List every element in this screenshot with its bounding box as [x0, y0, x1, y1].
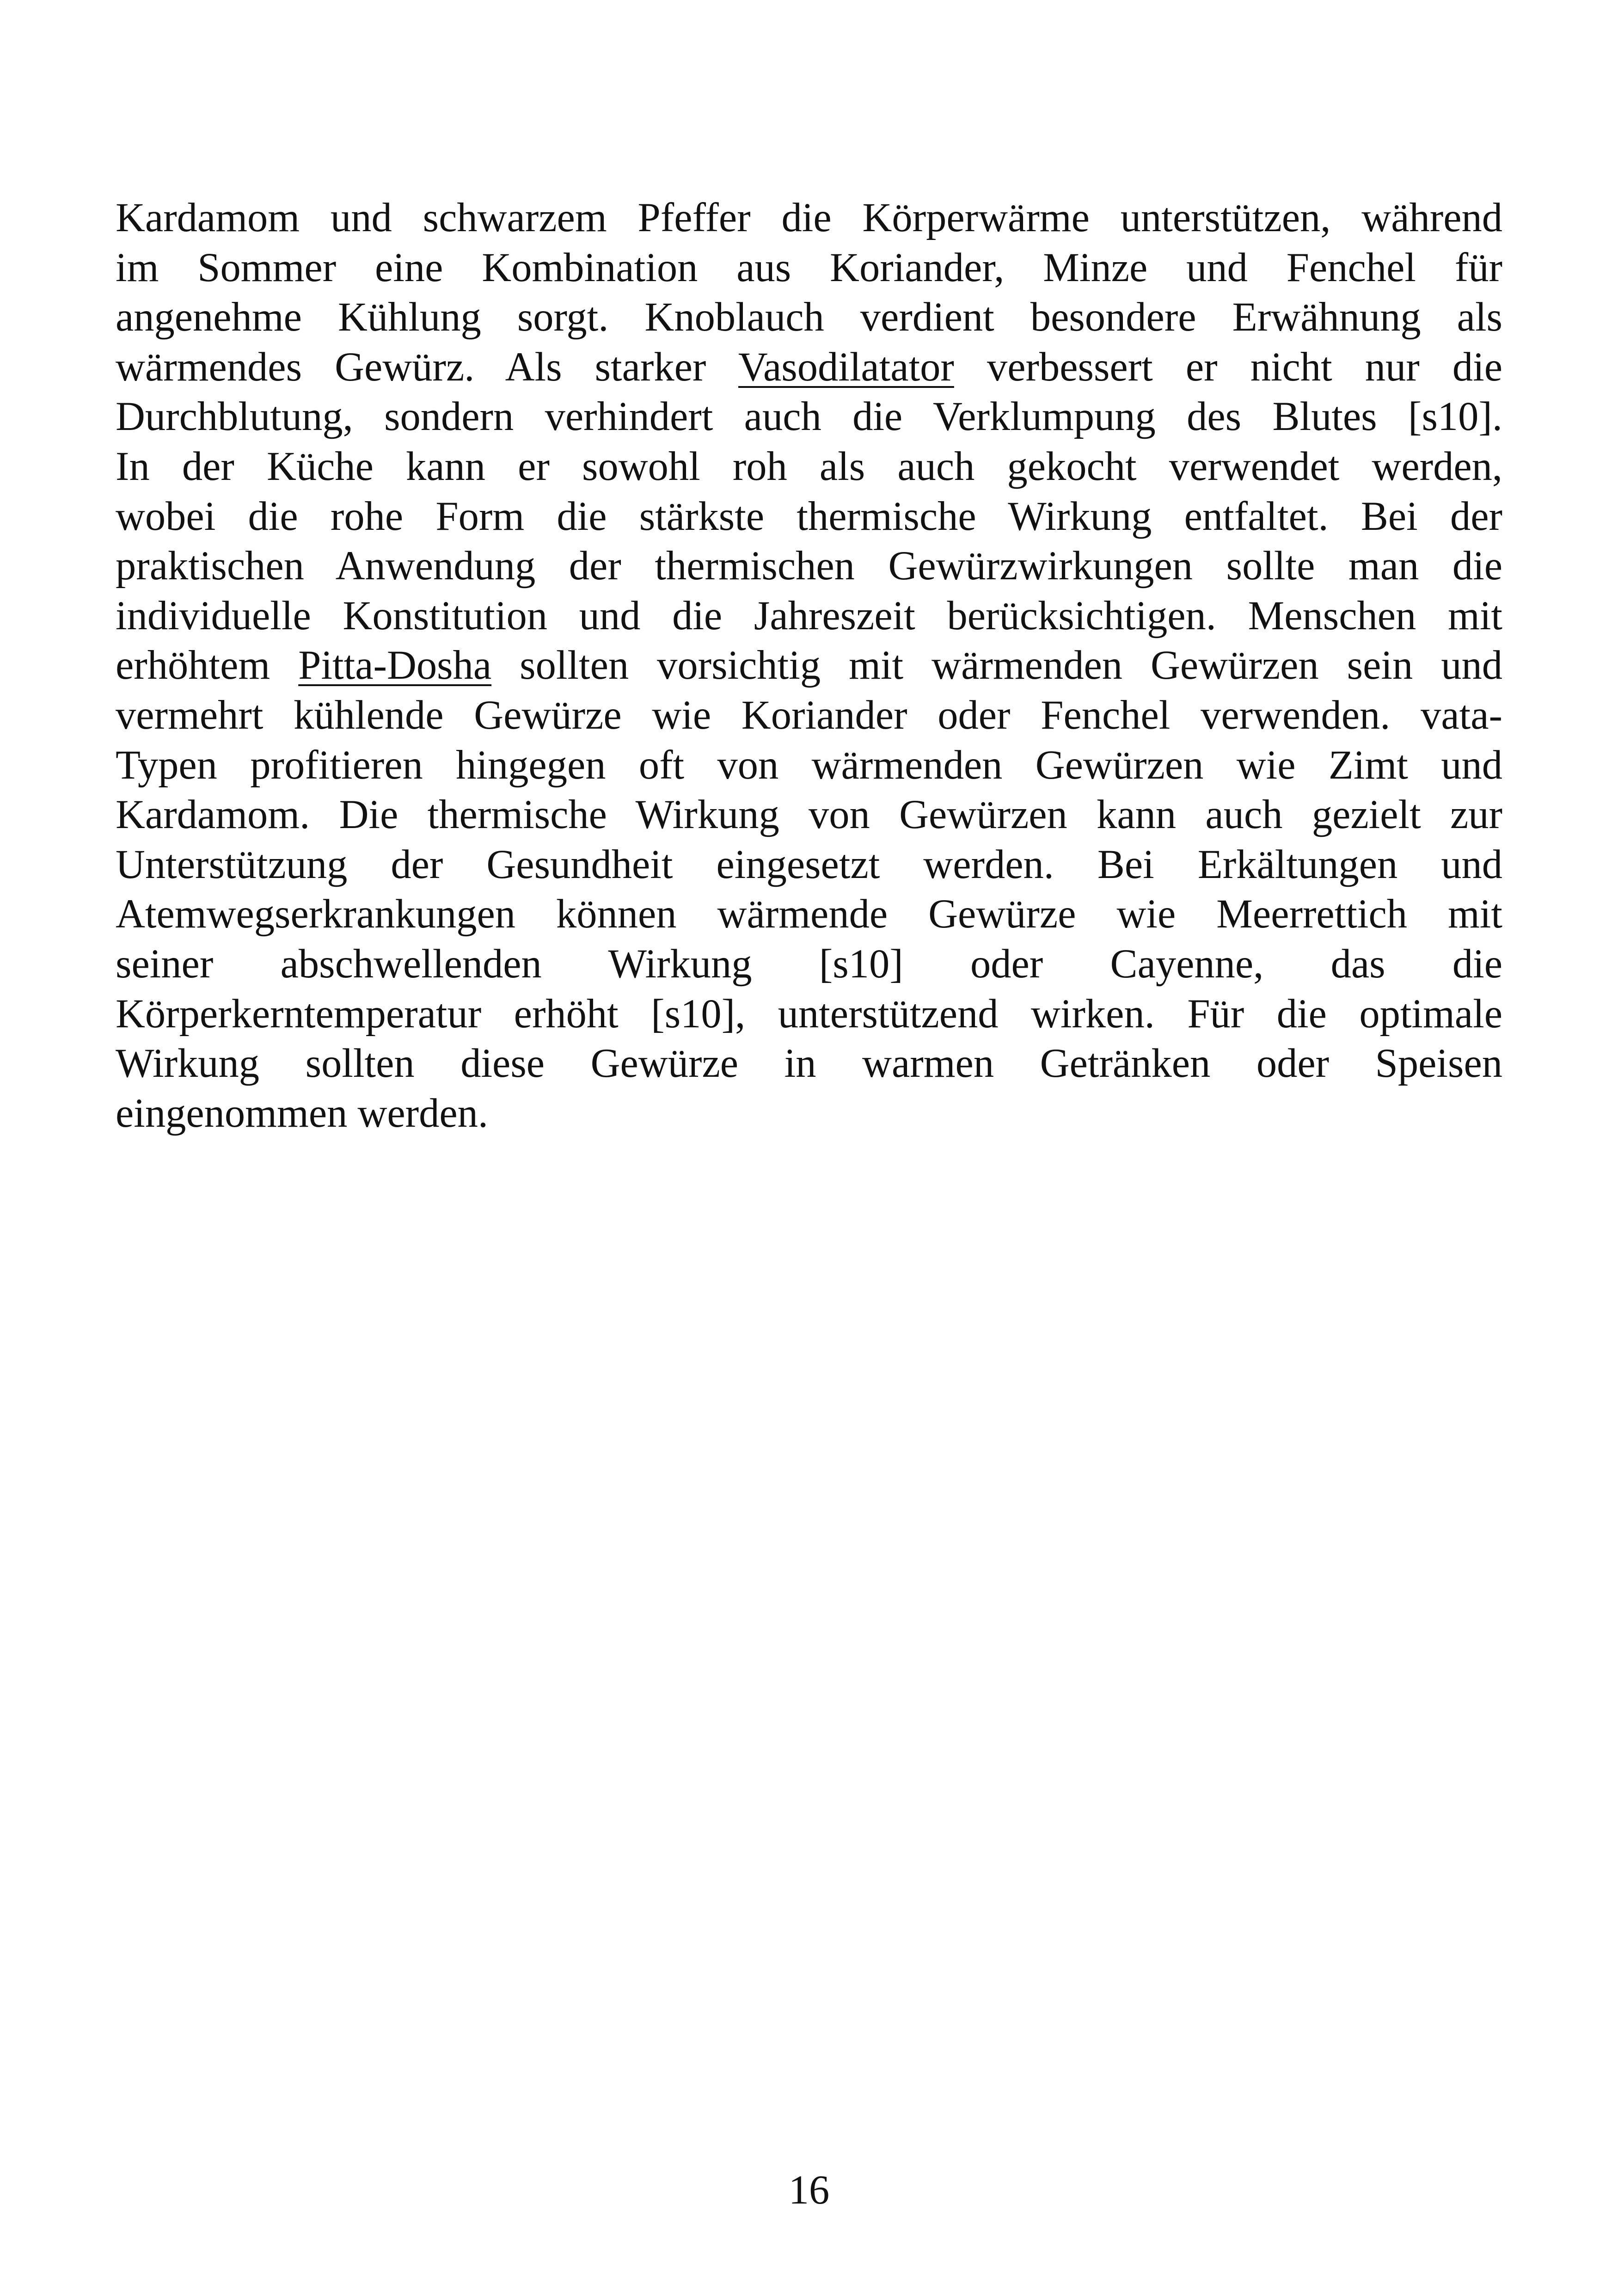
text-line — [116, 641, 1502, 691]
text-line: Atemwegserkrankungen können wärmende Gewürze wie Meerrettich mit — [116, 891, 1502, 937]
text-line: Durchblutung, sondern verhindert auch die Verklumpung des Blutes [s10]. — [116, 394, 1502, 440]
text-segment: wärmendes Gewürz. Als starker — [116, 344, 738, 390]
text-line: Typen profitieren hingegen oft von wärmenden Gewürzen wie Zimt und — [116, 742, 1502, 788]
text-line: Körperkerntemperatur erhöht [s10], unterstützend wirken. Für die optimale — [116, 991, 1502, 1037]
text-line: angenehme Kühlung sorgt. Knoblauch verdient besondere Erwähnung als — [116, 295, 1502, 340]
text-line: individuelle Konstitution und die Jahreszeit berücksichtigen. Menschen mit — [116, 593, 1502, 638]
text-line: vermehrt kühlende Gewürze wie Koriander oder Fenchel verwenden. vata- — [116, 692, 1502, 738]
text-line — [116, 343, 1502, 393]
text-line: In der Küche kann er sowohl roh als auch gekocht verwendet werden, — [116, 443, 1502, 489]
text-line: Wirkung sollten diese Gewürze in warmen Getränken oder Speisen — [116, 1041, 1502, 1087]
text-segment: verbessert er nicht nur die — [954, 344, 1502, 390]
pitta-dosha-link[interactable]: Pitta-Dosha — [298, 643, 492, 688]
text-line: Kardamom. Die thermische Wirkung von Gewürzen kann auch gezielt zur — [116, 792, 1502, 838]
text-line: Unterstützung der Gesundheit eingesetzt werden. Bei Erkältungen und — [116, 841, 1502, 887]
text-line: im Sommer eine Kombination aus Koriander, Minze und Fenchel für — [116, 245, 1502, 290]
text-line: seiner abschwellenden Wirkung [s10] oder Cayenne, das die — [116, 941, 1502, 987]
vasodilatator-link[interactable]: Vasodilatator — [738, 344, 954, 390]
text-segment: sollten vorsichtig mit wärmenden Gewürzen sein und — [491, 643, 1502, 688]
text-line: praktischen Anwendung der thermischen Gewürzwirkungen sollte man die — [116, 543, 1502, 589]
text-line: eingenommen werden. — [116, 1090, 489, 1136]
page-number: 16 — [788, 2167, 830, 2213]
text-segment: erhöhtem — [116, 643, 299, 688]
text-line: Kardamom und schwarzem Pfeffer die Körperwärme unterstützen, während — [116, 195, 1502, 240]
text-line: wobei die rohe Form die stärkste thermische Wirkung entfaltet. Bei der — [116, 493, 1502, 539]
body-paragraph — [116, 193, 1502, 1138]
